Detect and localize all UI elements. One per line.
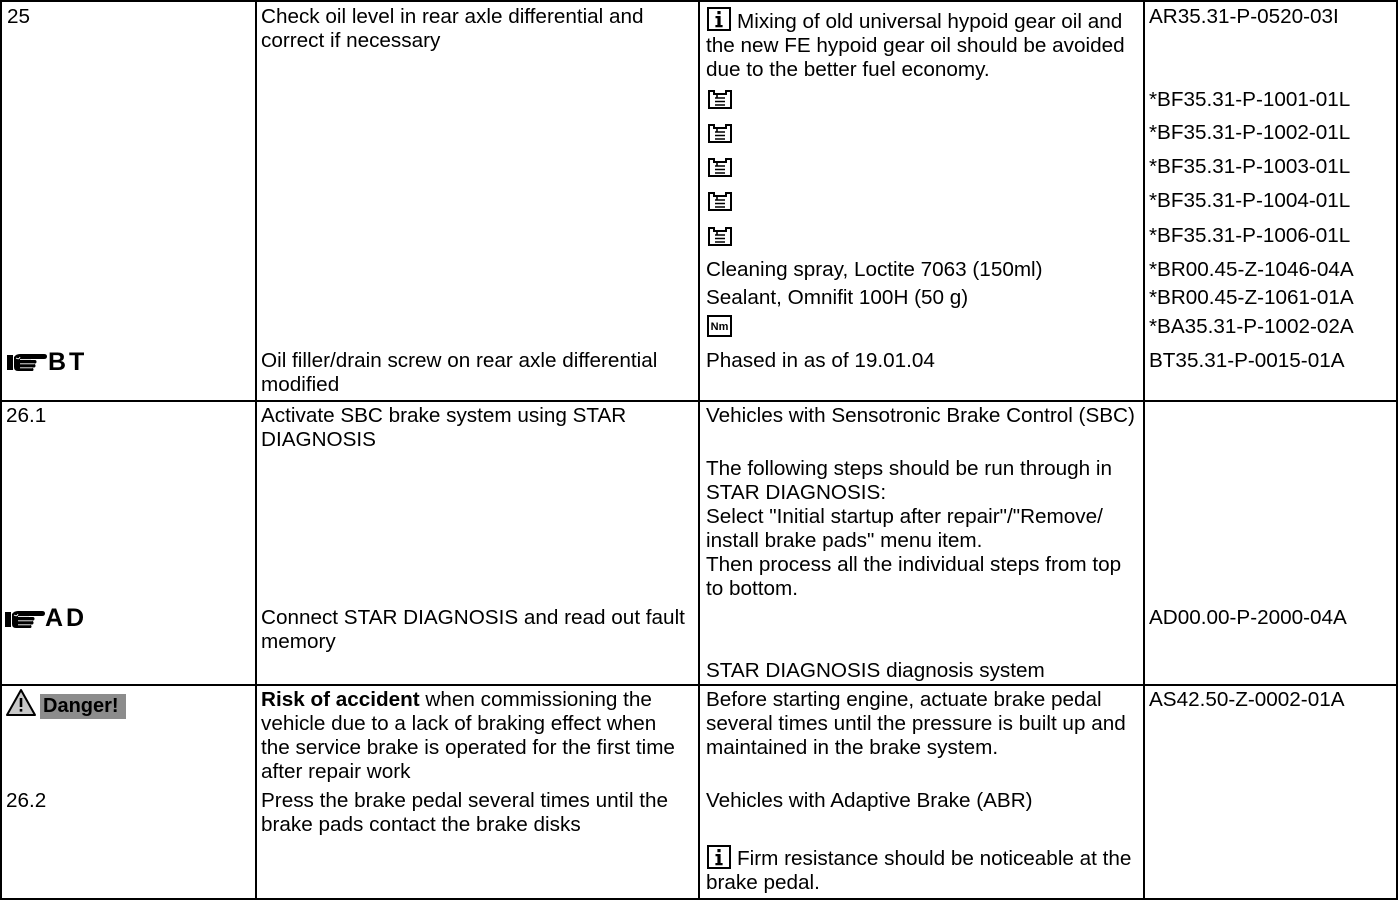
operating-fluid-icon (707, 225, 733, 247)
material-reference: *BR00.45-Z-1046-04A (1149, 258, 1354, 281)
document-reference: AR35.31-P-0520-03I (1149, 5, 1339, 28)
danger-cause: when commissioning the vehicle due to a lack of braking effect when the service brake is operated for the first time after repair work (261, 688, 675, 783)
danger-badge: Danger! (40, 694, 126, 719)
bulletin-reference: BT35.31-P-0015-01A (1149, 349, 1345, 372)
table-border-left (0, 0, 2, 900)
torque-icon (707, 315, 732, 337)
danger-description (261, 688, 675, 784)
material-reference: *BF35.31-P-1004-01L (1149, 189, 1351, 212)
pointing-hand-icon (5, 607, 45, 629)
table-column-divider (1143, 0, 1145, 900)
step-instruction: Press the brake pedal several times until the brake pads contact the brake disks (261, 789, 669, 836)
material-label: Cleaning spray, Loctite 7063 (150ml) (706, 258, 1043, 281)
bulletin-note: Phased in as of 19.01.04 (706, 349, 935, 372)
bulletin-instruction: Oil filler/drain screw on rear axle differential modified (261, 349, 658, 396)
pointing-hand-icon (7, 350, 47, 372)
operating-fluid-icon (707, 122, 733, 144)
table-column-divider (255, 0, 257, 900)
vehicle-condition: Vehicles with Sensotronic Brake Control (SBC) (706, 404, 1135, 427)
step-instruction: Activate SBC brake system using STAR DIAGNOSIS (261, 404, 627, 451)
material-reference: *BF35.31-P-1006-01L (1149, 224, 1351, 247)
operating-fluid-icon (707, 88, 733, 110)
material-reference: *BF35.31-P-1002-01L (1149, 121, 1351, 144)
material-reference: *BR00.45-Z-1061-01A (1149, 286, 1354, 309)
step-instruction: Check oil level in rear axle differential and correct if necessary (261, 5, 644, 52)
note-text: Mixing of old universal hypoid gear oil and the new FE hypoid gear oil should be avoided due to the better fuel economy. (706, 10, 1125, 81)
vehicle-condition: Vehicles with Adaptive Brake (ABR) (706, 789, 1033, 812)
note-text: The following steps should be run through in STAR DIAGNOSIS: Select "Initial startup after repair"/"Remove/ install brake pads" menu item. Then process all the individual steps from top to bottom. (706, 457, 1122, 600)
operating-fluid-icon (707, 156, 733, 178)
material-label: Sealant, Omnifit 100H (50 g) (706, 286, 969, 309)
operating-fluid-icon (707, 190, 733, 212)
diagnosis-reference: AD00.00-P-2000-04A (1149, 606, 1347, 629)
danger-risk: Risk of accident (261, 688, 420, 711)
diagnosis-tool: STAR DIAGNOSIS diagnosis system (706, 659, 1045, 682)
material-reference: *BF35.31-P-1003-01L (1149, 155, 1351, 178)
diagnosis-tag: AD (45, 604, 88, 632)
table-border-right (1396, 0, 1398, 900)
warning-triangle-icon (5, 688, 37, 717)
step-number: 26.2 (6, 789, 47, 812)
material-reference: *BF35.31-P-1001-01L (1149, 88, 1351, 111)
table-column-divider (698, 0, 700, 900)
danger-reference: AS42.50-Z-0002-01A (1149, 688, 1345, 711)
danger-measure: Before starting engine, actuate brake pedal several times until the pressure is built up and maintained in the brake system. (706, 688, 1126, 759)
service-bulletin-tag: BT (48, 348, 88, 376)
diagnosis-instruction: Connect STAR DIAGNOSIS and read out fault memory (261, 606, 685, 653)
step-number: 26.1 (6, 404, 47, 427)
step-number: 25 (7, 5, 31, 28)
torque-icon-label: Nm (710, 321, 729, 333)
material-reference: *BA35.31-P-1002-02A (1149, 315, 1354, 338)
note-text: Firm resistance should be noticeable at the brake pedal. (706, 847, 1132, 894)
